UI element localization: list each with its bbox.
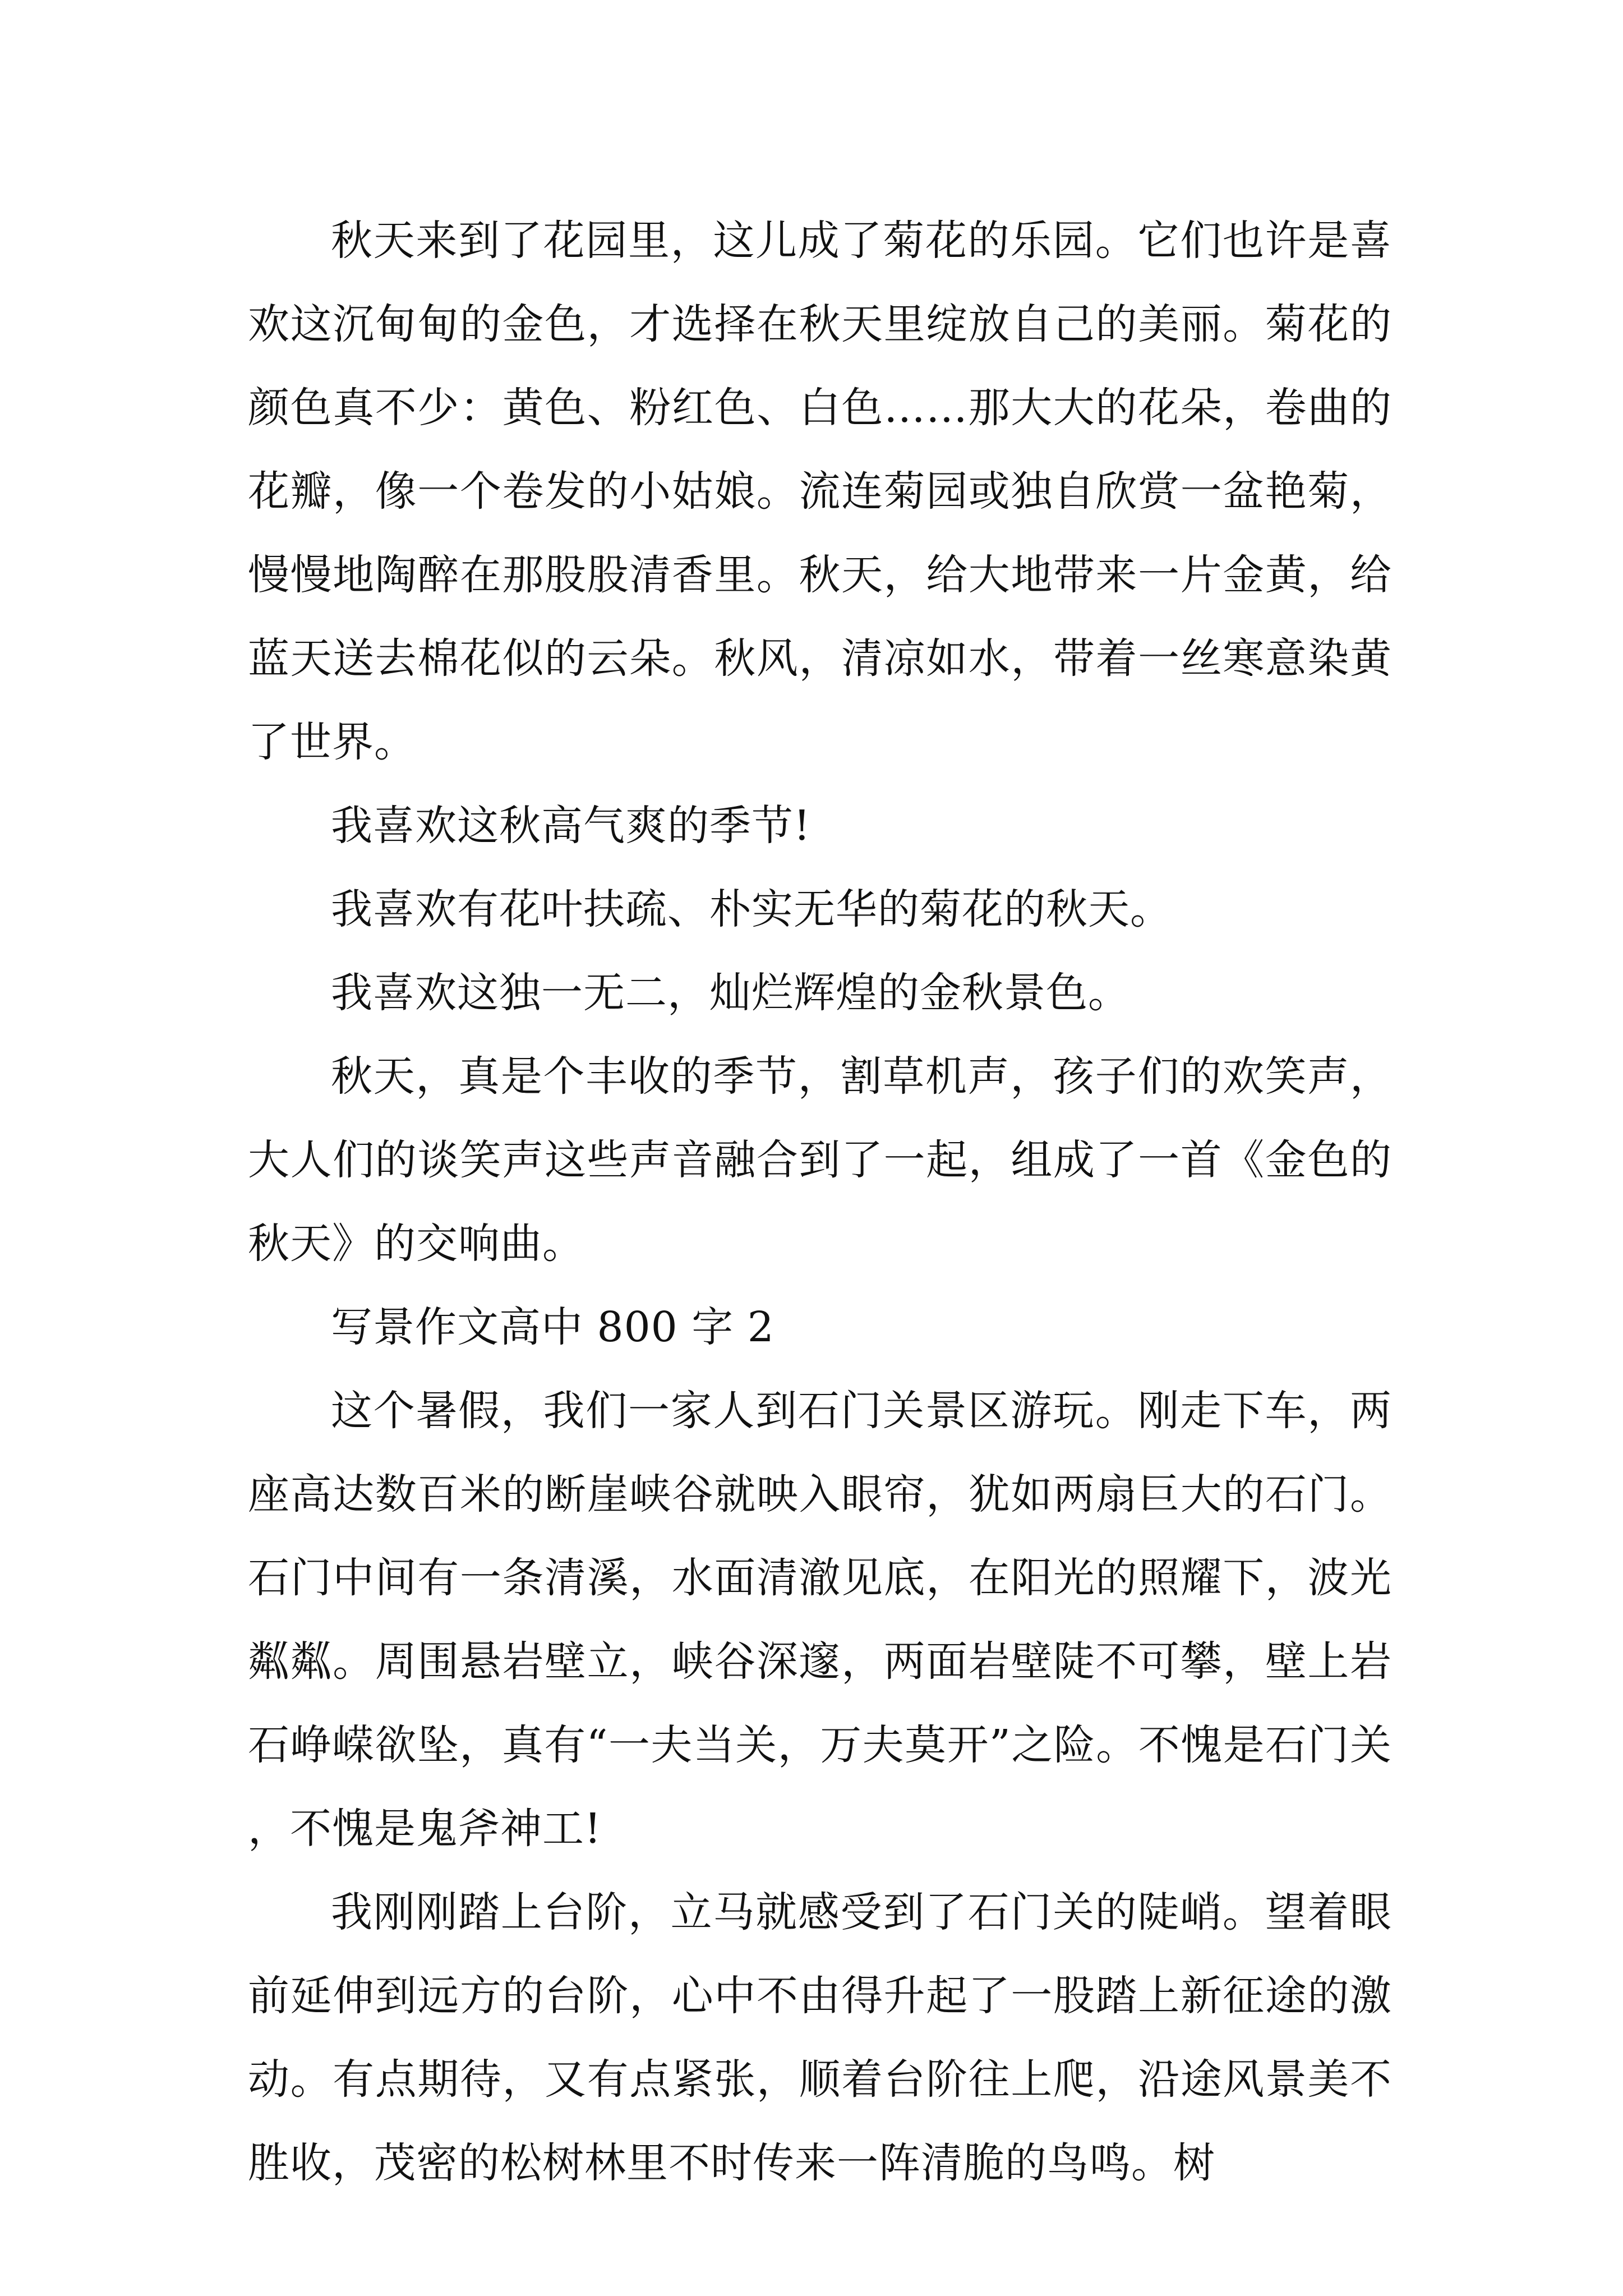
paragraph-shimenguan-trip: 这个暑假，我们一家人到石门关景区游玩。刚走下车，两座高达数百米的断崖峡谷就映入眼帘，犹如两扇巨大的石门。石门中间有一条清溪，水面清澈见底，在阳光的照耀下，波光粼粼。周围悬岩壁立，峡谷深邃，两面岩壁陡不可攀，壁上岩石峥嵘欲坠，真有“一夫当关，万夫莫开”之险。不愧是石门关，不愧是鬼斧神工!	[248, 1387, 1392, 1853]
paragraph-like-season: 我喜欢这秋高气爽的季节!	[331, 802, 811, 850]
paragraph-chrysanthemum-garden: 秋天来到了花园里，这儿成了菊花的乐园。它们也许是喜欢这沉甸甸的金色，才选择在秋天里绽放自己的美丽。菊花的颜色真不少：黄色、粉红色、白色……那大大的花朵，卷曲的花瓣，像一个卷发的小姑娘。流连菊园或独自欣赏一盆艳菊，慢慢地陶醉在那股股清香里。秋天，给大地带来一片金黄，给蓝天送去棉花似的云朵。秋风，清凉如水，带着一丝寒意染黄了世界。	[248, 217, 1392, 766]
paragraph-harvest-symphony: 秋天，真是个丰收的季节，割草机声，孩子们的欢笑声，大人们的谈笑声这些声音融合到了一起，组成了一首《金色的秋天》的交响曲。	[248, 1052, 1392, 1268]
document-body	[248, 199, 1392, 2205]
section-heading: 写景作文高中 800 字 2	[331, 1303, 774, 1351]
paragraph-like-chrysanthemum-autumn: 我喜欢有花叶扶疏、朴实无华的菊花的秋天。	[331, 885, 1172, 933]
paragraph-like-golden-autumn: 我喜欢这独一无二，灿烂辉煌的金秋景色。	[331, 969, 1130, 1017]
paragraph-climbing-steps: 我刚刚踏上台阶，立马就感受到了石门关的陡峭。望着眼前延伸到远方的台阶，心中不由得升起了一股踏上新征途的激动。有点期待，又有点紧张，顺着台阶往上爬，沿途风景美不胜收，茂密的松树林里不时传来一阵清脆的鸟鸣。树	[248, 1888, 1392, 2187]
